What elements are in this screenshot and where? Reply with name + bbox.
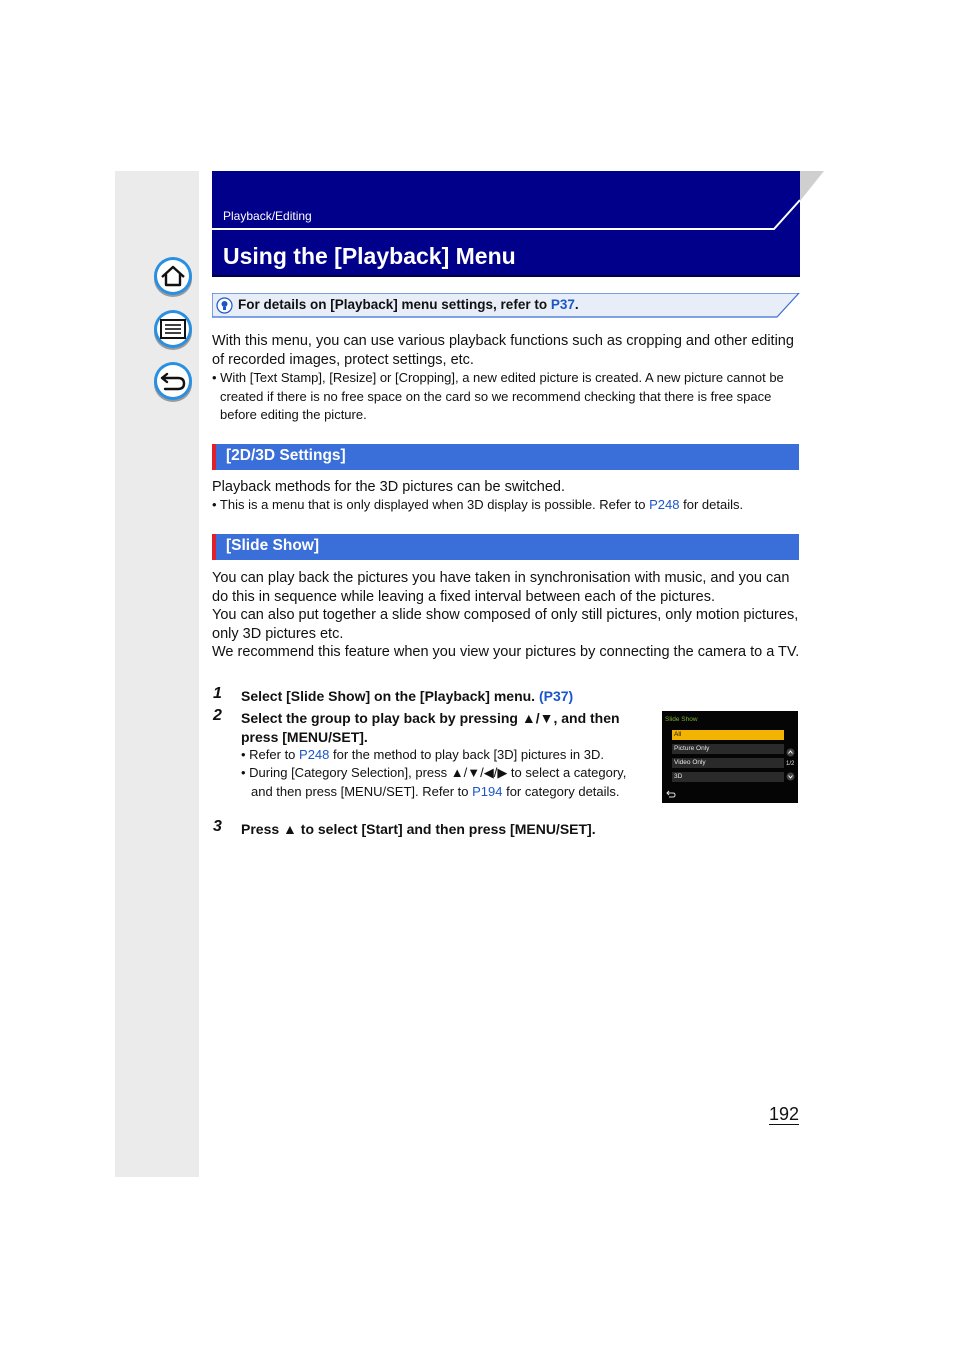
home-icon [152,256,194,298]
p194-link[interactable]: P194 [472,783,503,799]
bullet-text-end: for the method to play back [3D] pictures in 3D. [329,747,604,762]
bullet-text: • During [Category Selection], press ▲/▼/◀/▶ to select a category, and then press [MENU/SET]. Refer to [241,765,627,799]
intro-bullet: • With [Text Stamp], [Resize] or [Cropping], a new edited picture is created. A new picture cannot be created if there is no free space on the card so we recommend checking that there is free space before editing the picture. [212,370,784,422]
section-title: [Slide Show] [226,537,319,554]
p248-link[interactable]: P248 [299,747,330,762]
step-number: 3 [213,818,222,835]
note-text [238,297,579,312]
screen-title: Slide Show [665,716,698,723]
intro-paragraph: With this menu, you can use various playback functions such as cropping and other editing of recorded images, protect settings, etc. [212,333,794,368]
section-heading-2d3d [212,444,799,470]
slideshow-paragraph-2: You can also put together a slide show composed of only still pictures, only motion pictures, only 3D pictures etc. [212,607,799,642]
screen-option: Video Only [672,758,784,768]
tip-icon [216,297,233,314]
p37-link[interactable]: (P37) [538,688,574,704]
scroll-up-icon [786,748,795,757]
home-button[interactable] [152,256,194,298]
back-button[interactable] [152,361,194,403]
screen-option-selected: All [672,730,784,740]
breadcrumb: Playback/Editing [223,209,312,223]
step-1 [241,687,661,706]
screen-option: 3D [672,772,784,782]
step-number: 1 [213,685,222,702]
slideshow-paragraph-3: We recommend this feature when you view your pictures by connecting the camera to a TV. [212,644,800,660]
step-2-bullet-2 [241,764,631,801]
step-2: Select the group to play back by pressing ▲/▼, and then press [MENU/SET]. [241,710,620,745]
scroll-down-icon [786,772,795,781]
section-title: [2D/3D Settings] [226,447,346,464]
camera-screen-image [662,711,798,803]
step-2-bullet-1 [241,746,651,765]
bullet-text: • Refer to [241,747,300,762]
note-end: . [574,297,579,312]
page-number: 192 [769,1104,800,1124]
2d3d-bullet [212,496,800,515]
step-number: 2 [213,707,222,724]
return-icon [666,790,676,799]
2d3d-paragraph: Playback methods for the 3D pictures can be switched. [212,479,566,495]
bullet-text-end: for details. [679,497,744,512]
note-link[interactable]: P37 [550,297,575,312]
page-corner-fold [800,171,824,228]
step-3: Press ▲ to select [Start] and then press [MENU/SET]. [241,821,596,837]
slideshow-paragraph-1: You can play back the pictures you have taken in synchronisation with music, and you can do this in sequence while leaving a fixed interval between each of the pictures. [212,570,790,605]
note-label: For details on [Playback] menu settings, refer to [238,297,551,312]
bullet-text-end: for category details. [502,783,620,799]
menu-list-icon [152,309,194,351]
bullet-text: • This is a menu that is only displayed when 3D display is possible. Refer to [212,497,650,512]
screen-page-indicator: 1/2 [786,761,795,767]
screen-option: Picture Only [672,744,784,754]
back-icon [152,361,194,403]
p248-link[interactable]: P248 [649,497,680,512]
section-heading-slideshow [212,534,799,560]
step-text: Select [Slide Show] on the [Playback] menu. [241,688,539,704]
contents-button[interactable] [152,309,194,351]
page-title: Using the [Playback] Menu [223,243,516,269]
